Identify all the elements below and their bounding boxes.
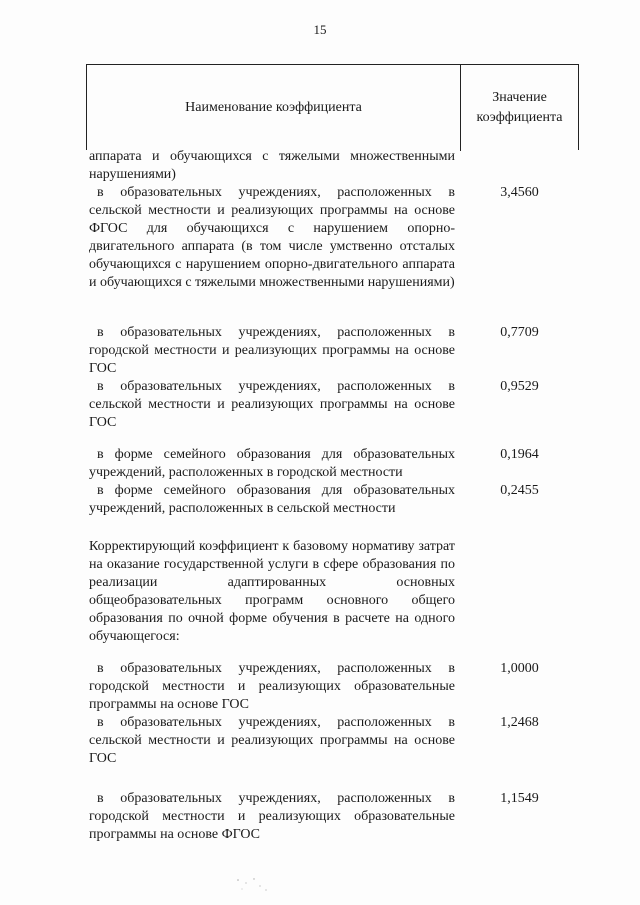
row-4-text: в форме семейного образования для образовательных учреждений, расположенных в городской местности: [89, 447, 455, 480]
scan-artifact: [232, 874, 272, 896]
header-value-line1: Значение: [492, 90, 547, 105]
row-8-text: в образовательных учреждениях, расположенных в сельской местности и реализующих программы на основе ГОС: [89, 715, 455, 766]
row-0-text: аппарата и обучающихся с тяжелыми множественными нарушениями): [89, 149, 455, 182]
row-4-value: 0,1964: [500, 447, 539, 462]
row-7-text: в образовательных учреждениях, расположенных в городской местности и реализующих образовательные программы на основе ГОС: [89, 661, 455, 712]
row-6-text: Корректирующий коэффициент к базовому нормативу затрат на оказание государственной услуги в сфере образования по реализации адаптированных основных общеобразовательных программ основного общего образования по очной форме обучения в расчете на одного обучающегося:: [89, 539, 455, 644]
row-3-text: в образовательных учреждениях, расположенных в сельской местности и реализующих программы на основе ГОС: [89, 379, 455, 430]
row-8-value: 1,2468: [500, 715, 539, 730]
row-2-text: в образовательных учреждениях, расположенных в городской местности и реализующих программы на основе ГОС: [89, 325, 455, 376]
row-9-text: в образовательных учреждениях, расположенных в городской местности и реализующих образовательные программы на основе ФГОС: [89, 791, 455, 842]
row-2-value: 0,7709: [500, 325, 539, 340]
row-5-text: в форме семейного образования для образовательных учреждений, расположенных в сельской местности: [89, 483, 455, 516]
row-5-value: 0,2455: [500, 483, 539, 498]
row-3-value: 0,9529: [500, 379, 539, 394]
header-value-line2: коэффициента: [476, 110, 563, 125]
header-name-column: Наименование коэффициента: [87, 65, 461, 151]
row-7-value: 1,0000: [500, 661, 539, 676]
header-value-column: [461, 65, 578, 151]
row-1-value: 3,4560: [500, 185, 539, 200]
page-number: 15: [313, 22, 327, 37]
row-1-text: в образовательных учреждениях, расположенных в сельской местности и реализующих программы на основе ФГОС для обучающихся с нарушением опорно-двигательного аппарата (в том числе умственно отсталых обучающихся с нарушением опорно-двигательного аппарата и обучающихся с тяжелыми множественными нарушениями): [89, 185, 455, 290]
table-header: [86, 64, 579, 150]
scan-dots-icon: [232, 874, 272, 896]
row-9-value: 1,1549: [500, 791, 539, 806]
